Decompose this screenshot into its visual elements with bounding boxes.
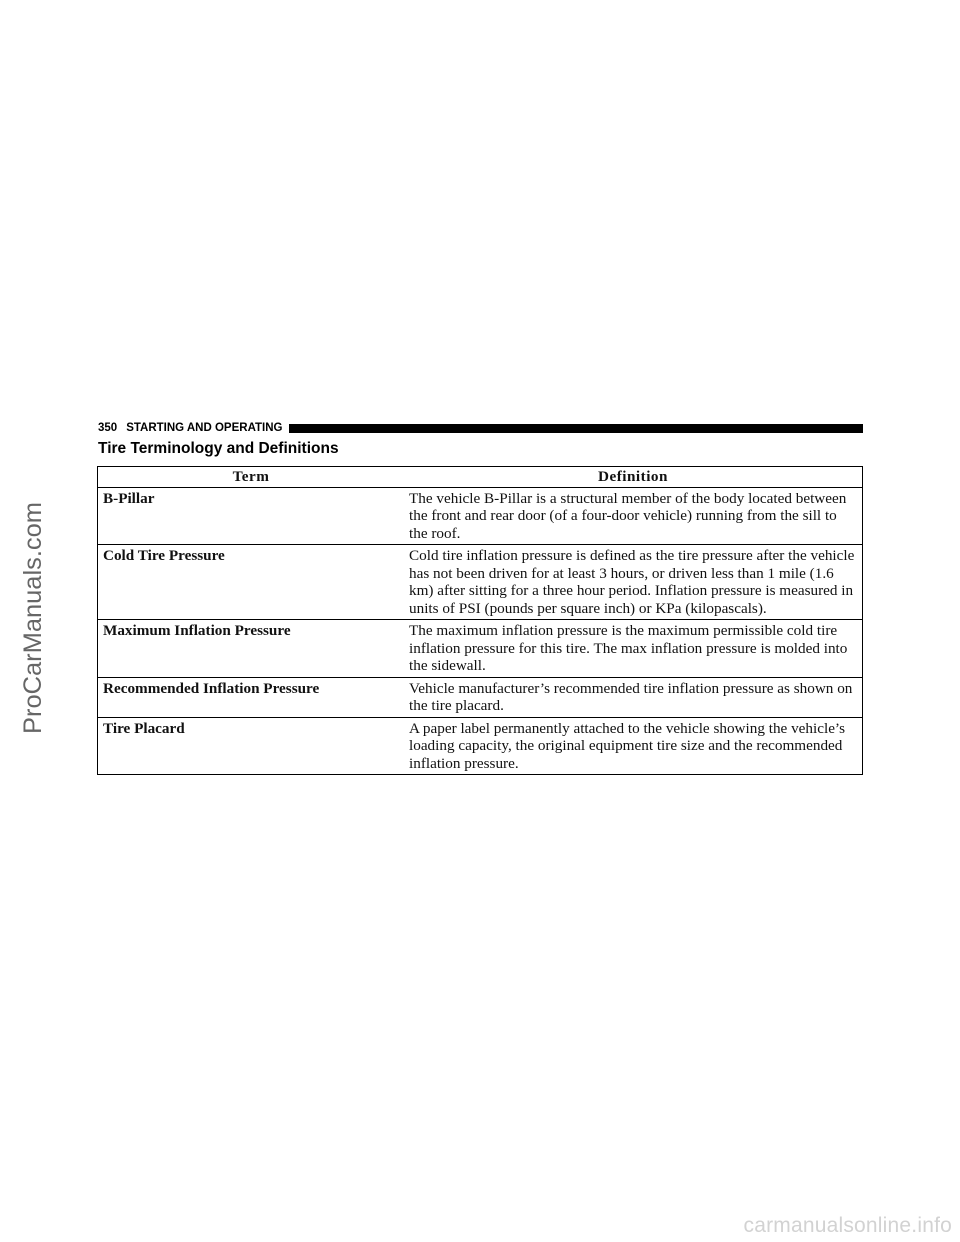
definition-cell: Cold tire inflation pressure is defined as the tire pressure after the vehicle has not been driven for at least 3 hours, or driven less than 1 mile (1.6 km) after sitting for a three hour period. Inflation pressure is measured in units of PSI (pounds per square inch) or KPa (kilopascals).	[404, 545, 863, 620]
table-row	[98, 717, 863, 775]
table-header-row	[98, 467, 863, 488]
term-cell: Maximum Inflation Pressure	[98, 620, 405, 678]
page-number: 350	[98, 422, 118, 434]
side-watermark-text: ProCarManuals.com	[19, 506, 47, 734]
definition-cell: The vehicle B-Pillar is a structural member of the body located between the front and rear door (of a four-door vehicle) running from the sill to the roof.	[404, 487, 863, 545]
definition-cell: A paper label permanently attached to the vehicle showing the vehicle’s loading capacity, the original equipment tire size and the recommended inflation pressure.	[404, 717, 863, 775]
term-cell: Tire Placard	[98, 717, 405, 775]
term-cell: Cold Tire Pressure	[98, 545, 405, 620]
definition-cell: Vehicle manufacturer’s recommended tire inflation pressure as shown on the tire placard.	[404, 677, 863, 717]
term-cell: B-Pillar	[98, 487, 405, 545]
definition-cell: The maximum inflation pressure is the maximum permissible cold tire inflation pressure for this tire. The max inflation pressure is molded into the sidewall.	[404, 620, 863, 678]
section-title: STARTING AND OPERATING	[126, 422, 283, 434]
side-watermark	[6, 498, 56, 738]
table-row	[98, 545, 863, 620]
table-row	[98, 677, 863, 717]
bottom-watermark[interactable]: carmanualsonline.info	[743, 1214, 952, 1237]
term-cell: Recommended Inflation Pressure	[98, 677, 405, 717]
column-header-term: Term	[98, 467, 405, 488]
table-row	[98, 487, 863, 545]
column-header-definition: Definition	[404, 467, 863, 488]
table-row	[98, 620, 863, 678]
terminology-table	[97, 466, 863, 775]
header-rule	[289, 424, 864, 433]
running-header	[98, 421, 863, 435]
page-title: Tire Terminology and Definitions	[98, 440, 339, 457]
